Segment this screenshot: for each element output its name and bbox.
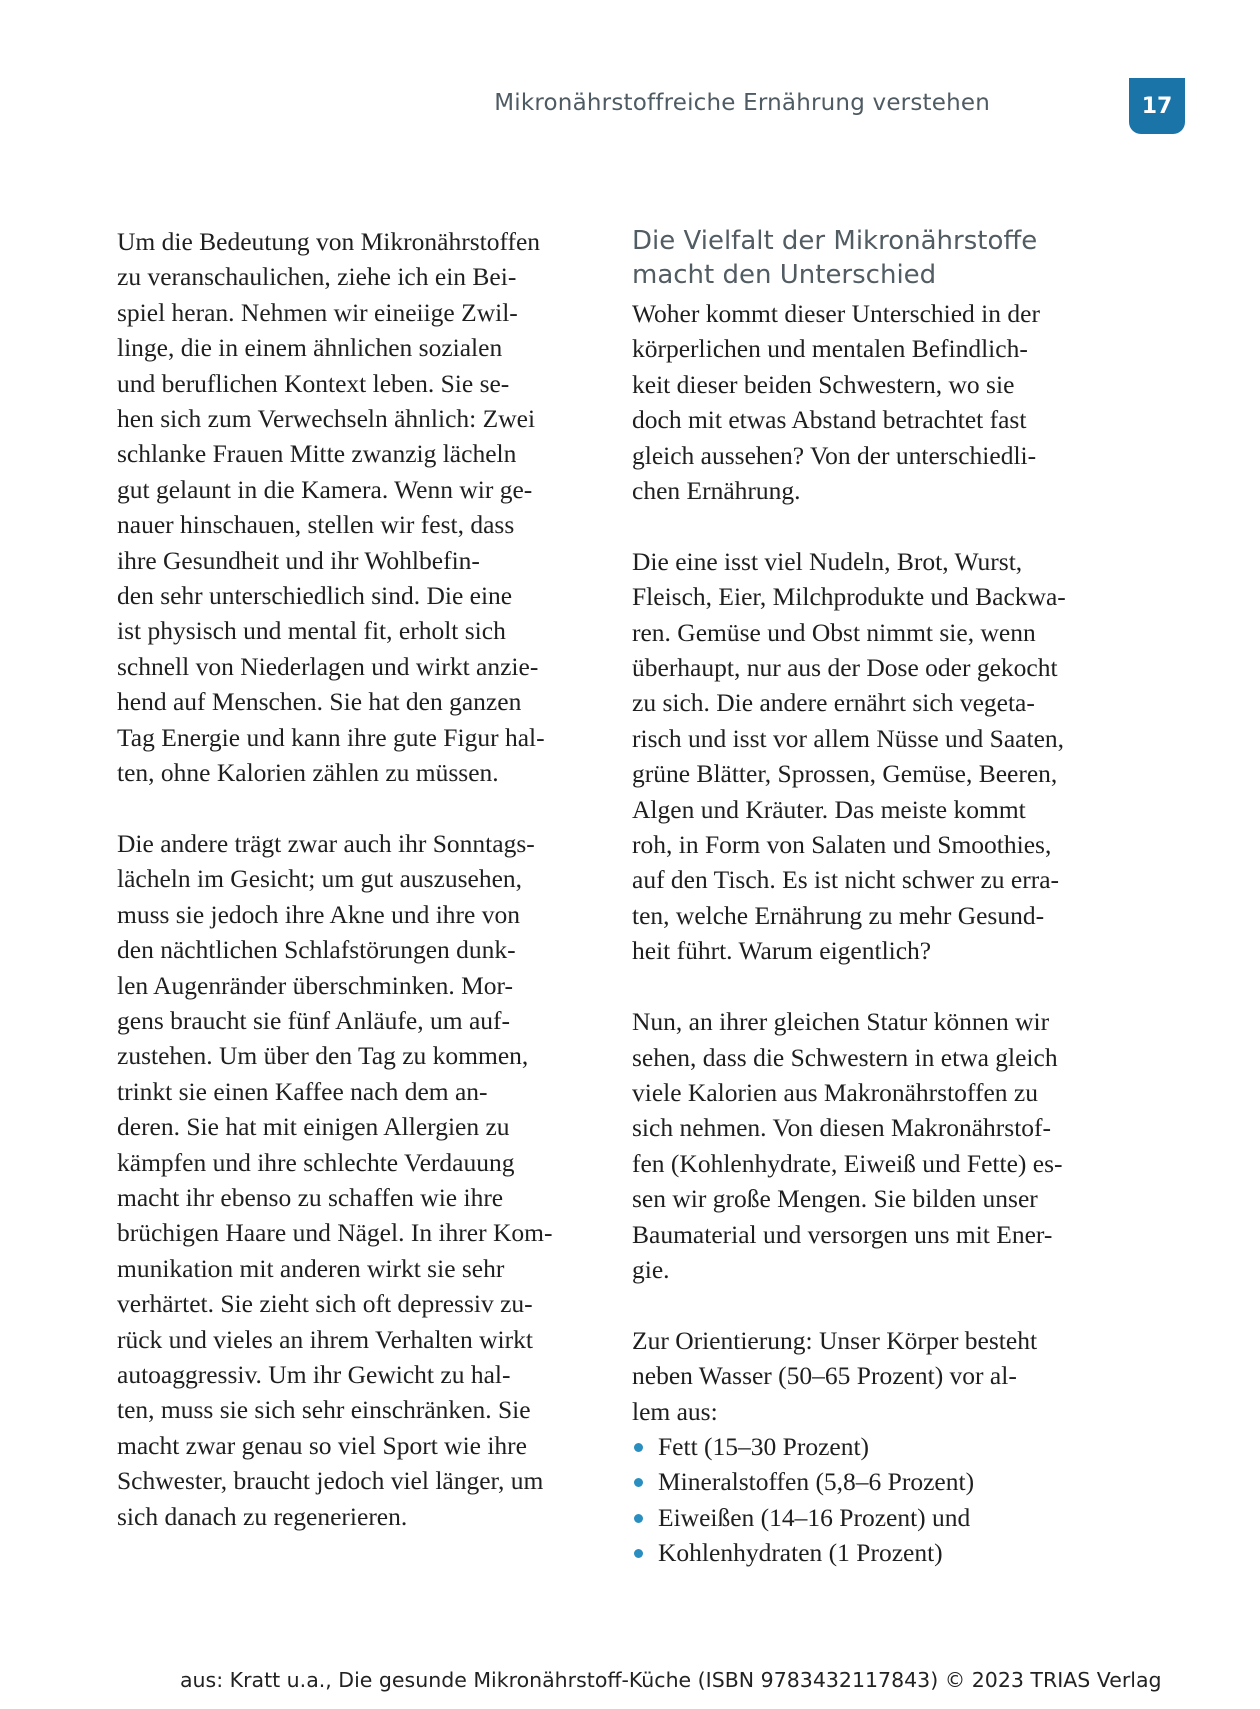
text-line: fen (Kohlenhydrate, Eiweiß und Fette) es- (632, 1148, 1063, 1178)
text-line: den nächtlichen Schlafstörungen dunk- (117, 935, 516, 965)
text-line: neben Wasser (50–65 Prozent) vor al- (632, 1361, 1017, 1391)
paragraph (117, 224, 597, 791)
text-line: keit dieser beiden Schwestern, wo sie (632, 369, 1015, 399)
footer-citation: aus: Kratt u.a., Die gesunde Mikronährstoff-Küche (ISBN 9783432117843) © 2023 TRIAS Verlag (180, 1668, 1162, 1692)
paragraph-gap (632, 1287, 1112, 1322)
text-line: autoaggressiv. Um ihr Gewicht zu hal- (117, 1359, 511, 1389)
bullet-dot-icon (634, 1478, 643, 1487)
text-line: schnell von Niederlagen und wirkt anzie- (117, 651, 539, 681)
list-item (632, 1535, 1112, 1570)
text-line: Fleisch, Eier, Milchprodukte und Backwa- (632, 582, 1066, 612)
text-line: ihre Gesundheit und ihr Wohlbefin- (117, 545, 480, 575)
heading-line: Die Vielfalt der Mikronährstoffe (632, 226, 1038, 256)
list-item-text: Eiweißen (14–16 Prozent) und (658, 1502, 971, 1532)
text-line: zustehen. Um über den Tag zu kommen, (117, 1041, 529, 1071)
text-line: gens braucht sie fünf Anläufe, um auf- (117, 1005, 510, 1035)
text-line: schlanke Frauen Mitte zwanzig lächeln (117, 439, 517, 469)
bullet-dot-icon (634, 1443, 643, 1452)
paragraph (632, 1323, 1112, 1429)
text-line: und beruflichen Kontext leben. Sie se- (117, 368, 510, 398)
text-line: lem aus: (632, 1396, 718, 1426)
text-line: chen Ernährung. (632, 476, 801, 506)
bullet-dot-icon (634, 1549, 643, 1558)
text-line: brüchigen Haare und Nägel. In ihrer Kom- (117, 1218, 553, 1248)
text-line: risch und isst vor allem Nüsse und Saaten, (632, 723, 1065, 753)
page-number-badge: 17 (1129, 78, 1185, 134)
text-line: Zur Orientierung: Unser Körper besteht (632, 1325, 1038, 1355)
text-line: nauer hinschauen, stellen wir fest, dass (117, 510, 515, 540)
text-line: ten, welche Ernährung zu mehr Gesund- (632, 900, 1045, 930)
text-line: Tag Energie und kann ihre gute Figur hal- (117, 722, 545, 752)
text-line: gie. (632, 1254, 670, 1284)
text-line: sich danach zu regenerieren. (117, 1501, 408, 1531)
list-item (632, 1464, 1112, 1499)
text-line: roh, in Form von Salaten und Smoothies, (632, 830, 1052, 860)
list-item (632, 1429, 1112, 1464)
text-line: len Augenränder überschminken. Mor- (117, 970, 514, 1000)
text-line: überhaupt, nur aus der Dose oder gekocht (632, 653, 1058, 683)
paragraph-gap (632, 508, 1112, 543)
bullet-dot-icon (634, 1514, 643, 1523)
paragraph-gap (117, 791, 597, 826)
text-line: sen wir große Mengen. Sie bilden unser (632, 1184, 1038, 1214)
text-line: hend auf Menschen. Sie hat den ganzen (117, 687, 522, 717)
text-line: Nun, an ihrer gleichen Statur können wir (632, 1007, 1050, 1037)
text-line: hen sich zum Verwechseln ähnlich: Zwei (117, 404, 536, 434)
text-line: doch mit etwas Abstand betrachtet fast (632, 405, 1027, 435)
text-line: kämpfen und ihre schlechte Verdauung (117, 1147, 515, 1177)
text-line: grüne Blätter, Sprossen, Gemüse, Beeren, (632, 759, 1058, 789)
text-line: zu sich. Die andere ernährt sich vegeta- (632, 688, 1035, 718)
section-heading (632, 224, 1112, 292)
text-line: Die eine isst viel Nudeln, Brot, Wurst, (632, 546, 1023, 576)
text-line: linge, die in einem ähnlichen sozialen (117, 333, 503, 363)
text-line: deren. Sie hat mit einigen Allergien zu (117, 1112, 510, 1142)
text-line: gleich aussehen? Von der unterschiedli- (632, 440, 1037, 470)
text-line: trinkt sie einen Kaffee nach dem an- (117, 1076, 488, 1106)
text-line: muss sie jedoch ihre Akne und ihre von (117, 899, 520, 929)
text-line: macht zwar genau so viel Sport wie ihre (117, 1430, 527, 1460)
text-line: rück und vieles an ihrem Verhalten wirkt (117, 1324, 533, 1354)
text-line: auf den Tisch. Es ist nicht schwer zu erra- (632, 865, 1060, 895)
text-line: sich nehmen. Von diesen Makronährstof- (632, 1113, 1052, 1143)
text-line: Baumaterial und versorgen uns mit Ener- (632, 1219, 1053, 1249)
paragraph (632, 544, 1112, 969)
text-line: ren. Gemüse und Obst nimmt sie, wenn (632, 617, 1036, 647)
text-line: den sehr unterschiedlich sind. Die eine (117, 581, 513, 611)
paragraph (117, 826, 597, 1534)
text-line: viele Kalorien aus Makronährstoffen zu (632, 1077, 1038, 1107)
text-line: gut gelaunt in die Kamera. Wenn wir ge- (117, 474, 533, 504)
text-line: macht ihr ebenso zu schaffen wie ihre (117, 1182, 504, 1212)
text-line: heit führt. Warum eigentlich? (632, 936, 932, 966)
text-line: Die andere trägt zwar auch ihr Sonntags- (117, 828, 535, 858)
paragraph (632, 1004, 1112, 1287)
paragraph (632, 296, 1112, 508)
text-line: zu veranschaulichen, ziehe ich ein Bei- (117, 262, 517, 292)
running-head-title: Mikronährstoffreiche Ernährung verstehen (494, 90, 990, 116)
list-item-text: Fett (15–30 Prozent) (658, 1431, 870, 1461)
heading-line: macht den Unterschied (632, 260, 937, 290)
text-line: Schwester, braucht jedoch viel länger, um (117, 1466, 544, 1496)
text-line: körperlichen und mentalen Befindlich- (632, 334, 1028, 364)
left-column (117, 224, 597, 1534)
text-line: munikation mit anderen wirkt sie sehr (117, 1253, 505, 1283)
list-item (632, 1500, 1112, 1535)
list-item-text: Mineralstoffen (5,8–6 Prozent) (658, 1467, 975, 1497)
text-line: sehen, dass die Schwestern in etwa gleich (632, 1042, 1058, 1072)
text-line: Woher kommt dieser Unterschied in der (632, 299, 1040, 328)
bullet-list (632, 1429, 1112, 1571)
text-line: Algen und Kräuter. Das meiste kommt (632, 794, 1026, 824)
text-line: lächeln im Gesicht; um gut auszusehen, (117, 864, 523, 894)
right-column (632, 224, 1112, 1571)
text-line: ten, ohne Kalorien zählen zu müssen. (117, 758, 499, 788)
text-line: ten, muss sie sich sehr einschränken. Sie (117, 1395, 531, 1425)
paragraph-gap (632, 969, 1112, 1004)
list-item-text: Kohlenhydraten (1 Prozent) (658, 1538, 943, 1568)
text-line: ist physisch und mental fit, erholt sich (117, 616, 506, 646)
text-line: spiel heran. Nehmen wir eineiige Zwil- (117, 297, 518, 327)
text-line: Um die Bedeutung von Mikronährstoffen (117, 227, 541, 256)
text-line: verhärtet. Sie zieht sich oft depressiv zu- (117, 1289, 533, 1319)
